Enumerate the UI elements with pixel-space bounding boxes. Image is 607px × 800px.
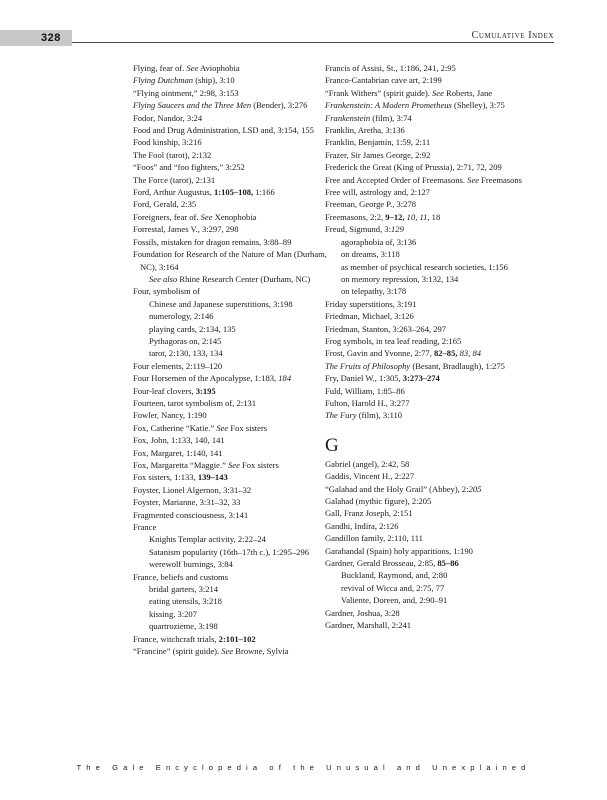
index-subentry: playing cards, 2:134, 135 — [149, 323, 236, 334]
index-entry: Gandillon family, 2:110, 111 — [325, 533, 423, 544]
index-subentry: werewolf burnings, 3:84 — [149, 559, 233, 570]
index-entry: The Fruits of Philosophy (Besant, Bradlaugh), 1:275 — [325, 360, 505, 371]
index-entry: Forrestal, James V., 3:297, 298 — [133, 224, 239, 235]
index-subentry: on dreams, 3:118 — [341, 249, 400, 260]
index-entry: Fodor, Nandor, 3:24 — [133, 112, 203, 123]
index-entry: Frost, Gavin and Yvonne, 2:77, 82–85, 83, 84 — [325, 348, 482, 359]
index-entry: France, beliefs and customs — [133, 571, 228, 582]
index-entry: Francis of Assisi, St., 1:186, 241, 2:95 — [325, 63, 456, 73]
index-subentry: See also Rhine Research Center (Durham, NC) — [149, 273, 311, 284]
index-entry: Foyster, Marianne, 3:31–32, 33 — [133, 497, 241, 508]
index-subentry: Valiente, Doreen, and, 2:90–91 — [341, 595, 448, 606]
index-entry: “Foos” and “foo fighters,” 3:252 — [133, 162, 245, 173]
index-entry: Fossils, mistaken for dragon remains, 3:88–89 — [133, 236, 292, 247]
index-entry: Fulton, Harold H., 3:277 — [325, 397, 410, 408]
index-subentry: revival of Wicca and, 2:75, 77 — [341, 582, 445, 593]
running-footer: The Gale Encyclopedia of the Unusual and Unexplained — [76, 763, 531, 772]
index-entry: Fox, Margaretta “Maggie.” See Fox sisters — [133, 460, 279, 470]
index-subentry: Satanism popularity (16th–17th c.), 1:295–296 — [149, 546, 309, 557]
index-entry: Gall, Franz Joseph, 2:151 — [325, 508, 413, 519]
index-entry: Four Horsemen of the Apocalypse, 1:183, 184 — [133, 373, 292, 384]
index-entry: Fox, Margaret, 1:140, 141 — [133, 447, 223, 458]
index-entry: Galahad (mythic figure), 2:205 — [325, 496, 432, 506]
page-number-tab — [0, 30, 72, 46]
index-entry: Four elements, 2:119–120 — [133, 360, 223, 371]
index-entry: Fox, John, 1:133, 140, 141 — [133, 435, 225, 446]
index-column-right — [325, 62, 530, 631]
index-entry: Franco-Cantabrian cave art, 2:199 — [325, 75, 442, 86]
index-entry: Gabriel (angel), 2:42, 58 — [325, 458, 410, 469]
index-entries-f — [325, 62, 530, 422]
index-subentry: as member of psychical research societies, 1:156 — [341, 261, 508, 272]
index-entry: Freud, Sigmund, 3:129 — [325, 224, 404, 235]
index-entry: Ford, Arthur Augustus, 1:105–108, 1:166 — [133, 187, 275, 198]
index-subentry: on telepathy, 3:178 — [341, 286, 407, 297]
index-entry: Free and Accepted Order of Freemasons. See Freemasons — [325, 174, 523, 185]
index-entry: Food kinship, 3:216 — [133, 137, 202, 148]
index-entry: Friedman, Stanton, 3:263–264, 297 — [325, 323, 447, 334]
section-title: Cumulative Index — [466, 30, 554, 41]
index-entry: Ford, Gerald, 2:35 — [133, 199, 197, 210]
index-entry: France, witchcraft trials, 2:101–102 — [133, 633, 256, 644]
index-subentry: Chinese and Japanese superstitions, 3:198 — [149, 298, 293, 309]
index-entry: Gardner, Gerald Brosseau, 2:85, 85–86 — [325, 558, 459, 569]
index-entry: Four-leaf clovers, 3:195 — [133, 385, 216, 396]
index-entry: Fuld, William, 1:85–86 — [325, 385, 405, 396]
index-subentry: numerology, 2:146 — [149, 311, 214, 322]
index-entry: Fowler, Nancy, 1:190 — [133, 410, 207, 421]
index-entry: France — [133, 522, 157, 533]
index-entry: Freeman, George P., 3:278 — [325, 199, 416, 210]
index-entry: Frazer, Sir James George, 2:92 — [325, 149, 431, 160]
index-subentry: agoraphobia of, 3:136 — [341, 236, 417, 247]
index-entry: Free will, astrology and, 2:127 — [325, 187, 430, 198]
index-subentry: bridal garters, 3:214 — [149, 584, 219, 595]
index-entry: Foyster, Lionel Algernon, 3:31–32 — [133, 484, 252, 495]
index-entry: Fry, Daniel W., 1:305, 3:273–274 — [325, 373, 440, 384]
index-entry: “Galahad and the Holy Grail” (Abbey), 2:205 — [325, 483, 482, 494]
index-entry: Flying Saucers and the Three Men (Bender), 3:276 — [133, 100, 308, 111]
index-entry: Flying, fear of. See Aviophobia — [133, 63, 240, 73]
index-entry: The Force (tarot), 2:131 — [133, 174, 216, 185]
index-column-left — [133, 62, 333, 658]
index-entry: Freemasons, 2:2, 9–12, 10, 11, 18 — [325, 211, 441, 222]
index-entry: Frankenstein (film), 3:74 — [325, 112, 412, 123]
index-entry: “Francine” (spirit guide). See Browne, Sylvia — [133, 646, 289, 657]
index-entry: The Fury (film), 3:110 — [325, 410, 403, 421]
index-entry: The Fool (tarot), 2:132 — [133, 149, 212, 160]
page-number: 328 — [41, 32, 61, 44]
index-entry: Fragmented consciousness, 3:141 — [133, 509, 249, 520]
index-entry: Four, symbolism of — [133, 286, 200, 297]
index-entry: Frederick the Great (King of Prussia), 2:71, 72, 209 — [325, 162, 502, 173]
index-entry: Friday superstitions, 3:191 — [325, 298, 417, 309]
index-subentry: on memory repression, 3:132, 134 — [341, 273, 459, 284]
index-entry: Flying Dutchman (ship), 3:10 — [133, 75, 235, 86]
index-subentry: kissing, 3:207 — [149, 608, 197, 619]
index-subentry: Pythagoras on, 2:145 — [149, 335, 222, 346]
index-entry: “Flying ointment,” 2:98, 3:153 — [133, 87, 239, 98]
index-entry: Fox, Catherine “Katie.” See Fox sisters — [133, 422, 268, 433]
index-entry: Foundation for Research of the Nature of Man (Durham, NC), 3:164 — [133, 249, 327, 272]
header-rule — [72, 42, 554, 43]
index-entries-g — [325, 458, 530, 632]
index-subentry: quartrozieme, 3:198 — [149, 621, 218, 632]
index-entry: Foreigners, fear of. See Xenophobia — [133, 211, 257, 222]
index-entry: Gandhi, Indira, 2:126 — [325, 520, 399, 531]
page-header — [0, 30, 607, 52]
index-entry: Garabandal (Spain) holy apparitions, 1:190 — [325, 545, 473, 556]
index-entry: Gaddis, Vincent H., 2:227 — [325, 471, 415, 482]
index-entry: Food and Drug Administration, LSD and, 3:154, 155 — [133, 125, 314, 136]
index-entry: Gardner, Joshua, 3:28 — [325, 607, 400, 618]
index-entry: Frankenstein: A Modern Prometheus (Shelley), 3:75 — [325, 100, 505, 111]
index-entry: Fourteen, tarot symbolism of, 2:131 — [133, 397, 256, 408]
index-subentry: tarot, 2:130, 133, 134 — [149, 348, 223, 359]
section-letter-heading: G — [325, 434, 339, 456]
index-entry: Friedman, Michael, 3:126 — [325, 311, 414, 322]
index-subentry: Knights Templar activity, 2:22–24 — [149, 534, 266, 545]
index-entry: Gardner, Marshall, 2:241 — [325, 620, 412, 631]
index-subentry: Buckland, Raymond, and, 2:80 — [341, 570, 448, 581]
index-subentry: eating utensils, 3:218 — [149, 596, 222, 607]
index-entry: Franklin, Benjamin, 1:59, 2:11 — [325, 137, 431, 148]
index-entry: Frog symbols, in tea leaf reading, 2:165 — [325, 335, 462, 346]
index-entry: Franklin, Aretha, 3:136 — [325, 125, 405, 136]
index-entry: “Frank Withers” (spirit guide). See Roberts, Jane — [325, 87, 493, 98]
index-entry: Fox sisters, 1:133, 139–143 — [133, 472, 228, 483]
